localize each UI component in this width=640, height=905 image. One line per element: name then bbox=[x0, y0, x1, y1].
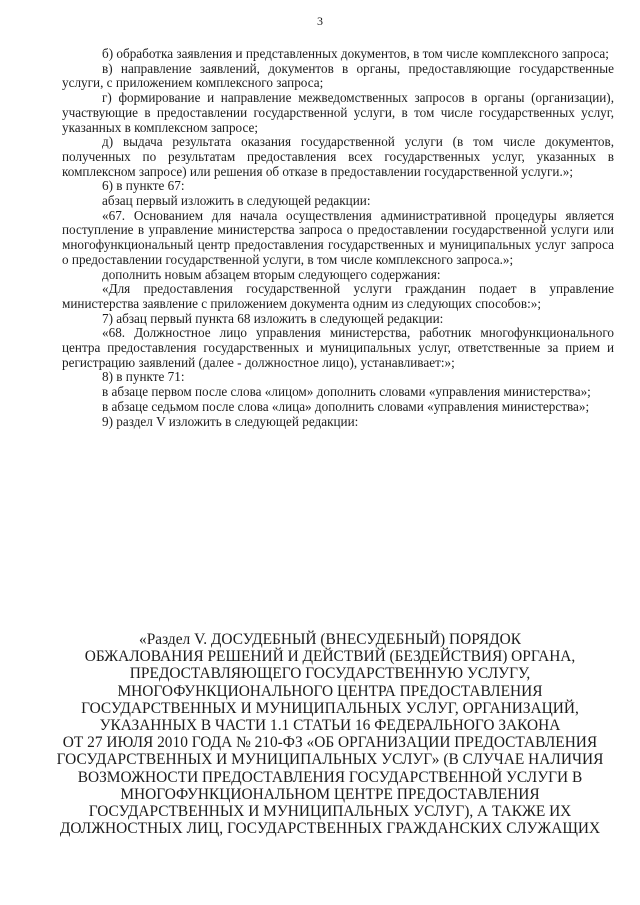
paragraph-instruction: в абзаце первом после слова «лицом» дополнить словами «управления министерства»; bbox=[102, 384, 591, 400]
section-heading-line: ОБЖАЛОВАНИЯ РЕШЕНИЙ И ДЕЙСТВИЙ (БЕЗДЕЙСТВИЯ) ОРГАНА, bbox=[84, 648, 576, 666]
paragraph-amendment-6: 6) в пункте 67: bbox=[102, 178, 185, 194]
section-heading-line: ДОЛЖНОСТНЫХ ЛИЦ, ГОСУДАРСТВЕННЫХ ГРАЖДАНСКИХ СЛУЖАЩИХ bbox=[59, 820, 601, 838]
section-heading-line: «Раздел V. ДОСУДЕБНЫЙ (ВНЕСУДЕБНЫЙ) ПОРЯДОК bbox=[139, 631, 521, 648]
section-heading-line: ОТ 27 ИЮЛЯ 2010 ГОДА № 210-ФЗ «ОБ ОРГАНИЗАЦИИ ПРЕДОСТАВЛЕНИЯ bbox=[62, 734, 598, 752]
section-heading-line: ПРЕДОСТАВЛЯЮЩЕГО ГОСУДАРСТВЕННУЮ УСЛУГУ, bbox=[129, 665, 531, 683]
paragraph-amendment-8: 8) в пункте 71: bbox=[102, 369, 185, 385]
paragraph-item-b: б) обработка заявления и представленных документов, в том числе комплексного запроса; bbox=[102, 46, 609, 61]
section-heading-line: МНОГОФУНКЦИОНАЛЬНОМ ЦЕНТРЕ ПРЕДОСТАВЛЕНИЯ bbox=[120, 785, 540, 803]
paragraph-instruction: абзац первый изложить в следующей редакции: bbox=[102, 193, 371, 209]
section-heading-line: ГОСУДАРСТВЕННЫХ И МУНИЦИПАЛЬНЫХ УСЛУГ» (В СЛУЧАЕ НАЛИЧИЯ bbox=[56, 751, 604, 769]
section-heading bbox=[50, 631, 610, 837]
paragraph-item-d: д) выдача результата оказания государственной услуги (в том числе документов, полученных по результатам предоставления всех государственных услуг, указанных в комплексном запросе) или решения об отказе в предоставлении государственной услуги.»; bbox=[62, 134, 614, 179]
section-heading-line: УКАЗАННЫХ В ЧАСТИ 1.1 СТАТЬИ 16 ФЕДЕРАЛЬНОГО ЗАКОНА bbox=[99, 717, 561, 735]
paragraph-instruction: в абзаце седьмом после слова «лица» дополнить словами «управления министерства»; bbox=[102, 398, 590, 414]
paragraph-item-g: г) формирование и направление межведомственных запросов в органы (организации), участвующие в предоставлении государственной услуги, в том числе государственных услуг, указанных в комплексном запросе; bbox=[62, 90, 614, 135]
section-heading-line: ГОСУДАРСТВЕННЫХ И МУНИЦИПАЛЬНЫХ УСЛУГ, ОРГАНИЗАЦИЙ, bbox=[81, 699, 579, 717]
paragraph-quote: «Для предоставления государственной услуги гражданин подает в управление министерства заявление с приложением документа одним из следующих способов:»; bbox=[62, 281, 614, 311]
paragraph-amendment-9: 9) раздел V изложить в следующей редакции: bbox=[102, 413, 359, 429]
section-heading-line: ГОСУДАРСТВЕННЫХ И МУНИЦИПАЛЬНЫХ УСЛУГ), А ТАКЖЕ ИХ bbox=[88, 803, 572, 821]
paragraph-point-68: «68. Должностное лицо управления министерства, работник многофункционального центра предоставления государственных и муниципальных услуг, ответственные за прием и регистрацию заявлений (далее - должностное лицо), устанавливает:»; bbox=[62, 325, 614, 370]
section-heading-line: МНОГОФУНКЦИОНАЛЬНОГО ЦЕНТРА ПРЕДОСТАВЛЕНИЯ bbox=[117, 682, 543, 700]
paragraph-amendment-7: 7) абзац первый пункта 68 изложить в следующей редакции: bbox=[102, 310, 444, 326]
document-body bbox=[62, 47, 614, 429]
page-number: 3 bbox=[317, 14, 323, 28]
paragraph-point-67: «67. Основанием для начала осуществления административной процедуры является поступление в управление министерства запроса о предоставлении государственной услуги или многофункциональный центр предоставления государственных и муниципальных услуг запроса о предоставлении государственной услуги, в том числе комплексного запроса.»; bbox=[62, 207, 614, 267]
paragraph-instruction: дополнить новым абзацем вторым следующего содержания: bbox=[102, 266, 441, 282]
paragraph-item-v: в) направление заявлений, документов в органы, предоставляющие государственные услуги, с приложением комплексного запроса; bbox=[62, 60, 614, 91]
section-heading-line: ВОЗМОЖНОСТИ ПРЕДОСТАВЛЕНИЯ ГОСУДАРСТВЕННОЙ УСЛУГИ В bbox=[77, 768, 583, 786]
